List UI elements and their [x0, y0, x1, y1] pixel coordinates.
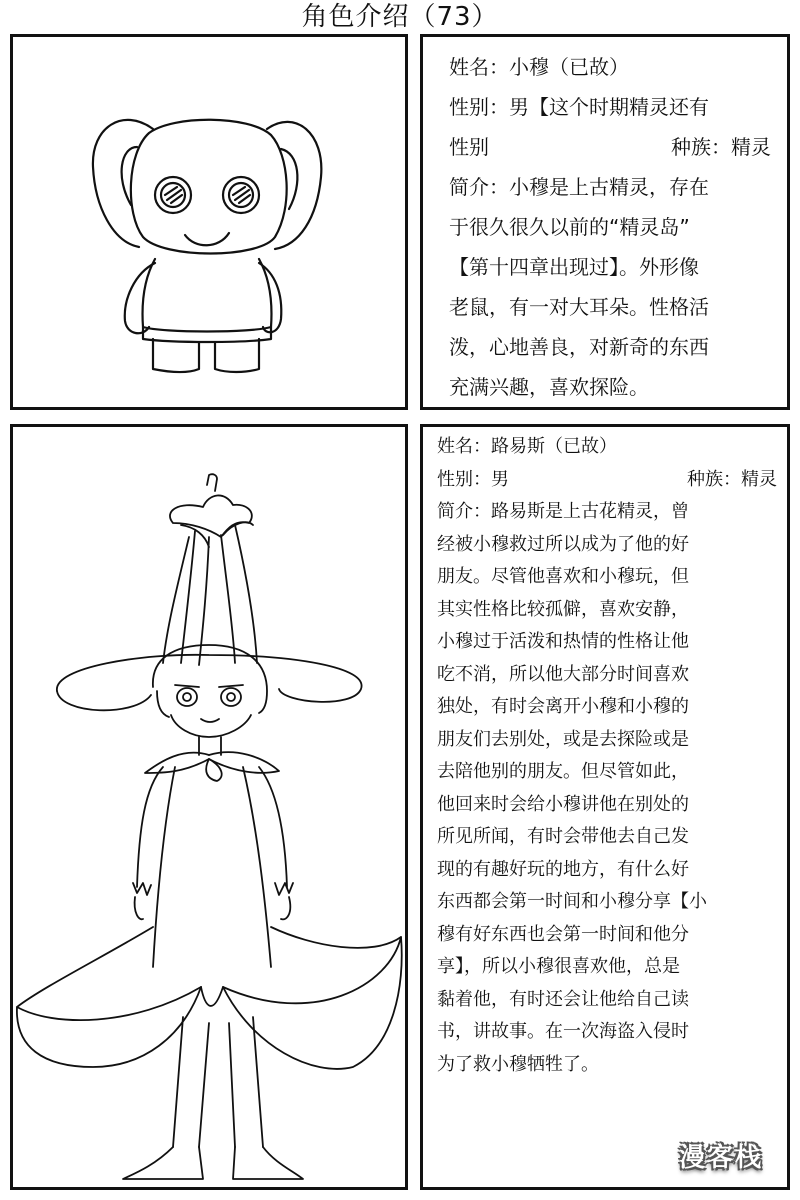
louis-intro-line: 吃不消，所以他大部分时间喜欢 [437, 663, 689, 685]
watermark-logo: 漫客栈 [678, 1143, 763, 1173]
louis-intro-line: 简介：路易斯是上古花精灵，曾 [437, 501, 689, 522]
louis-intro-line: 小穆过于活泼和热情的性格让他 [437, 631, 689, 652]
louis-gender: 性别：男 [437, 468, 509, 490]
xiaomu-drawing [13, 37, 405, 407]
louis-intro-line: 朋友。尽管他喜欢和小穆玩，但 [437, 566, 689, 587]
xiaomu-intro-line: 泼，心地善良，对新奇的东西 [449, 335, 709, 359]
xiaomu-illustration-panel [10, 34, 408, 410]
xiaomu-intro-line: 充满兴趣，喜欢探险。 [449, 375, 649, 399]
xiaomu-profile-panel [420, 34, 790, 410]
louis-intro-line: 所见所闻，有时会带他去自己发 [437, 826, 689, 847]
louis-intro-line: 东西都会第一时间和小穆分享【小 [437, 891, 707, 912]
louis-intro-line: 黏着他，有时还会让他给自己读 [437, 988, 689, 1010]
xiaomu-gender: 性别：男【这个时期精灵还有 [449, 95, 709, 119]
louis-illustration-panel [10, 424, 408, 1190]
louis-intro-line: 为了救小穆牺牲了。 [437, 1053, 599, 1075]
louis-gender-race-row [437, 464, 777, 497]
xiaomu-name: 姓名：小穆（已故） [449, 55, 629, 79]
louis-profile-panel [420, 424, 790, 1190]
louis-race: 种族：精灵 [687, 468, 777, 490]
xiaomu-intro-line: 简介：小穆是上古精灵，存在 [449, 175, 709, 199]
louis-drawing [13, 427, 405, 1187]
xiaomu-intro-line: 老鼠，有一对大耳朵。性格活 [449, 295, 709, 319]
louis-name: 姓名：路易斯（已故） [437, 436, 617, 457]
louis-intro-line: 他回来时会给小穆讲他在别处的 [437, 793, 689, 815]
page-title: 角色介绍（73） [301, 2, 499, 32]
louis-intro-line: 独处，有时会离开小穆和小穆的 [437, 696, 689, 717]
louis-intro-line: 现的有趣好玩的地方，有什么好 [437, 858, 689, 880]
louis-intro-line: 经被小穆救过所以成为了他的好 [437, 533, 689, 555]
xiaomu-intro-line: 【第十四章出现过】。外形像 [449, 255, 699, 279]
xiaomu-gender-race-row [449, 127, 771, 167]
xiaomu-race: 种族：精灵 [671, 135, 771, 159]
louis-intro-line: 享】，所以小穆很喜欢他，总是 [437, 956, 680, 977]
louis-intro-line: 其实性格比较孤僻，喜欢安静， [437, 598, 689, 620]
louis-intro-line: 书，讲故事。在一次海盗入侵时 [437, 1021, 689, 1042]
xiaomu-gender-cont: 性别 [449, 135, 489, 159]
louis-intro-line: 朋友们去别处，或是去探险或是 [437, 728, 689, 750]
louis-intro-line: 穆有好东西也会第一时间和他分 [437, 923, 689, 945]
louis-intro-line: 去陪他别的朋友。但尽管如此， [437, 761, 689, 782]
xiaomu-intro-line: 于很久很久以前的“精灵岛” [449, 215, 690, 239]
